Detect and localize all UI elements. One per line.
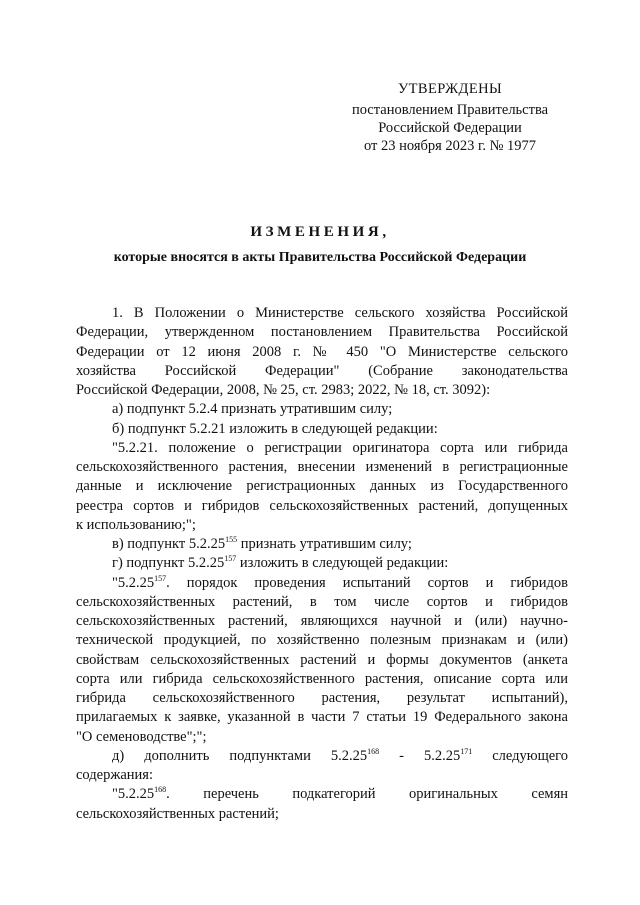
paragraph-line: Федерации, утвержденном постановлением Правительства Российской [76, 324, 568, 341]
list-item-d [76, 747, 568, 766]
ref-5-2-25-168 [331, 748, 379, 764]
list-item-v [76, 535, 568, 554]
superscript: 155 [225, 535, 238, 544]
list-item-a: а) подпункт 5.2.4 признать утратившим силу; [112, 401, 393, 418]
quote-line: свойствам сельскохозяйственных растений и формы документов (анкета [76, 651, 568, 668]
paragraph-line: Российской Федерации, 2008, № 25, ст. 2983; 2022, № 18, ст. 3092): [76, 382, 491, 398]
document-body [76, 304, 568, 824]
quote-number: "5.2.25 [112, 574, 155, 591]
quote-text: семян [531, 786, 569, 803]
item-text: 5.2.25 [330, 747, 368, 764]
approval-text: Российской Федерации [378, 120, 522, 136]
quote-text: оригинальных [409, 786, 498, 803]
quote-line: сельскохозяйственного растения, внесении изменений в регистрационные [76, 459, 568, 475]
item-text: г) подпункт 5.2.25 [112, 555, 225, 572]
item-text: признать утратившим силу; [237, 536, 412, 552]
superscript: 171 [460, 746, 473, 756]
paragraph-line: Федерации от 12 июня 2008 г. № 450 "О Министерстве сельского [76, 343, 568, 360]
quote-line: технической продукцией, по хозяйственно полезным признакам и (или) [76, 632, 568, 649]
item-text: - [399, 747, 404, 764]
quote-5221-first-line [76, 439, 568, 458]
approval-title: УТВЕРЖДЕНЫ [397, 81, 503, 97]
quote-line: сорта или гибрида сельскохозяйственного растения, описание сорта или [76, 670, 568, 687]
superscript: 157 [154, 573, 167, 583]
list-item-b: б) подпункт 5.2.21 изложить в следующей редакции: [112, 420, 438, 437]
quote-line: "О семеноводстве";"; [76, 728, 207, 745]
superscript: 168 [154, 785, 167, 795]
approval-stamp [330, 80, 570, 98]
quote-line: к использованию;"; [76, 516, 196, 533]
item-text: 5.2.25 [423, 747, 461, 764]
quote-number-wrap [112, 786, 259, 802]
quote-line: реестра сортов и гибридов сельскохозяйственных растений, допущенных [76, 497, 568, 514]
item-text: в) подпункт 5.2.25 [112, 536, 226, 552]
quote-text: . перечень [166, 786, 259, 803]
paragraph-line: хозяйства Российской Федерации" (Собрание законодательства [76, 362, 568, 379]
document-title: ИЗМЕНЕНИЯ, [250, 224, 390, 240]
item-d-line-2: содержания: [76, 767, 154, 783]
superscript: 157 [224, 554, 237, 564]
quote-522557-first-line [76, 574, 568, 593]
quote-line: сельскохозяйственных растений, являющихся научной и (или) научно- [76, 613, 568, 629]
quote-line: сельскохозяйственных растений; [76, 805, 279, 822]
quote-number: "5.2.21. [112, 439, 158, 456]
approval-line-1 [330, 101, 570, 155]
item-text: изложить в следующей редакции: [236, 555, 449, 572]
quote-text: . порядок проведения испытаний сортов и гибридов [166, 574, 568, 591]
quote-number: "5.2.25 [112, 786, 155, 803]
quote-text: положение о регистрации оригинатора сорта или гибрида [168, 439, 568, 456]
quote-line: гибрида сельскохозяйственного растения, результат испытаний), [76, 690, 568, 706]
superscript: 168 [367, 746, 380, 756]
item-text: д) дополнить [112, 747, 210, 764]
ref-5-2-25-171 [424, 748, 472, 764]
quote-line: данные и исключение регистрационных данных из Государственного [76, 478, 568, 495]
item-text: подпунктами [229, 747, 311, 764]
quote-522568-first-line [76, 785, 568, 804]
approval-text: постановлением Правительства [351, 102, 549, 118]
quote-line: прилагаемых к заявке, указанной в части 7 статьи 19 Федерального закона [76, 709, 568, 726]
paragraph-line: 1. В Положении о Министерстве сельского хозяйства Российской [112, 305, 568, 321]
quote-line: сельскохозяйственных растений, в том числе сортов и гибридов [76, 593, 568, 610]
list-item-g [76, 554, 568, 573]
quote-text: подкатегорий [292, 786, 376, 803]
document-subtitle: которые вносятся в акты Правительства Российской Федерации [113, 250, 527, 265]
item-text: следующего [492, 747, 569, 764]
approval-text: от 23 ноября 2023 г. № 1977 [363, 138, 537, 154]
